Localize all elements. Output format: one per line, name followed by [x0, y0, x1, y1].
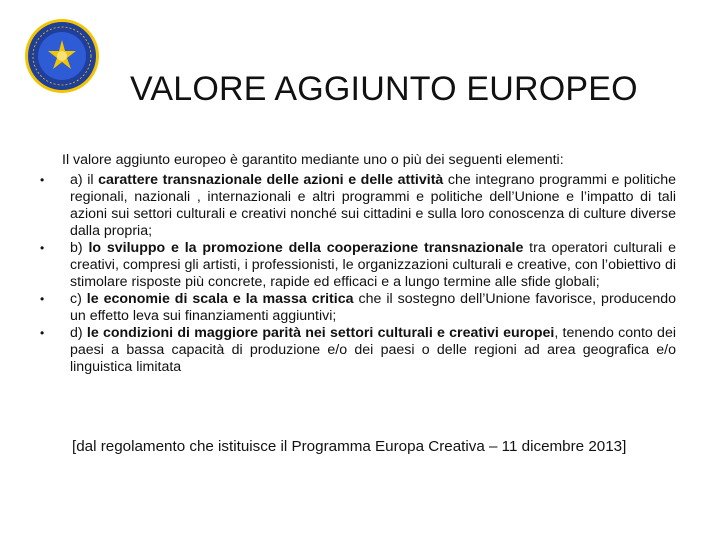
item-prefix: d) — [70, 325, 87, 341]
list-item — [40, 172, 676, 240]
item-prefix: a) il — [70, 172, 99, 188]
criteria-list — [40, 172, 676, 376]
list-item — [40, 291, 676, 325]
bullet-icon: • — [40, 292, 45, 306]
list-item — [40, 325, 676, 376]
list-item — [40, 240, 676, 291]
intro-text: Il valore aggiunto europeo è garantito mediante uno o più dei seguenti elementi: — [62, 152, 564, 168]
item-text: che il sostegno dell’Unione favorisce, producendo un effetto leva sui finanziamenti aggiuntivi; — [70, 291, 676, 324]
bullet-icon: • — [40, 241, 45, 255]
item-text: che integrano programmi e politiche regionali, nazionali , internazionali e altri programmi e politiche dell’Unione e l’impatto di tali azioni sui settori culturali e creativi nonché sui cittadini e sulla loro conoscenza di culture diverse dalla propria; — [70, 172, 676, 239]
item-emphasis: carattere transnazionale delle azioni e delle attività — [98, 172, 444, 188]
source-citation: [dal regolamento che istituisce il Programma Europa Creativa – 11 dicembre 2013] — [72, 438, 627, 455]
bullet-icon: • — [40, 173, 45, 187]
item-text: , tenendo conto dei paesi a bassa capacità di produzione e/o dei paesi o delle regioni ad area geografica e/o linguistica limitata — [70, 325, 676, 375]
slide-title: VALORE AGGIUNTO EUROPEO — [130, 70, 638, 108]
item-prefix: b) — [70, 240, 89, 256]
item-emphasis: le condizioni di maggiore parità nei settori culturali e creativi europei — [86, 325, 555, 341]
item-text: tra operatori culturali e creativi, compresi gli artisti, i professionisti, le organizzazioni culturali e creative, con l’obiettivo di stimolare risposte più concrete, rapide ed efficaci e a lungo termine alle sfide globali; — [70, 240, 676, 290]
organization-seal-icon — [24, 18, 100, 94]
bullet-icon: • — [40, 326, 45, 340]
item-prefix: c) — [70, 291, 87, 307]
item-emphasis: le economie di scala e la massa critica — [86, 291, 354, 307]
item-emphasis: lo sviluppo e la promozione della cooperazione transnazionale — [88, 240, 524, 256]
